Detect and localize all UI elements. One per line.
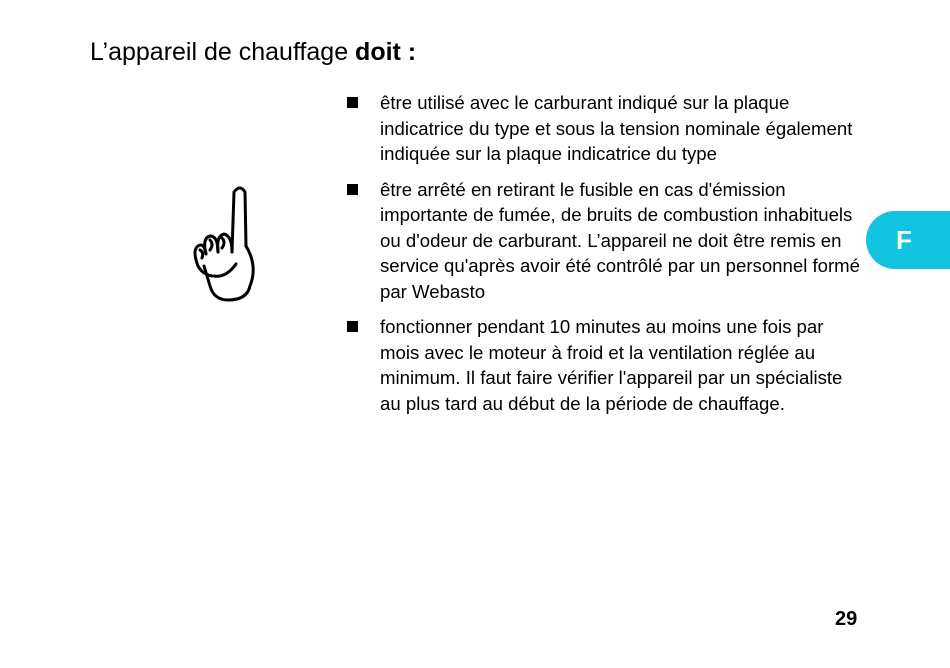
language-tab — [866, 211, 950, 269]
list-item-text: fonctionner pendant 10 minutes au moins une fois par mois avec le moteur à froid et la ventilation réglée au minimum. Il faut faire vérifier l'appareil par un spécialiste au plus tard au début de la période de chauffage. — [380, 316, 843, 414]
list-item-text: être arrêté en retirant le fusible en cas d'émission importante de fumée, de bruits de combustion inhabituels ou d'odeur de carburant. L’appareil ne doit être remis en service qu'après avoir été contrôlé par un personnel formé par Webasto — [380, 178, 861, 302]
square-bullet-icon — [347, 97, 358, 108]
list-item — [346, 90, 862, 167]
requirements-list — [346, 90, 862, 426]
language-tab-label: F — [896, 224, 912, 255]
list-item-text: être utilisé avec le carburant indiqué sur la plaque indicatrice du type et sous la tension nominale également indiquée sur la plaque indicatrice du type — [380, 92, 853, 164]
square-bullet-icon — [347, 321, 358, 332]
list-item — [346, 314, 862, 416]
page-number: 29 — [835, 608, 858, 630]
square-bullet-icon — [347, 184, 358, 195]
title-prefix: L’appareil de chauffage — [90, 38, 356, 66]
pointing-finger-icon — [190, 182, 266, 306]
title-emphasis: doit : — [355, 38, 417, 66]
page-title — [90, 36, 416, 68]
list-item — [346, 177, 862, 305]
